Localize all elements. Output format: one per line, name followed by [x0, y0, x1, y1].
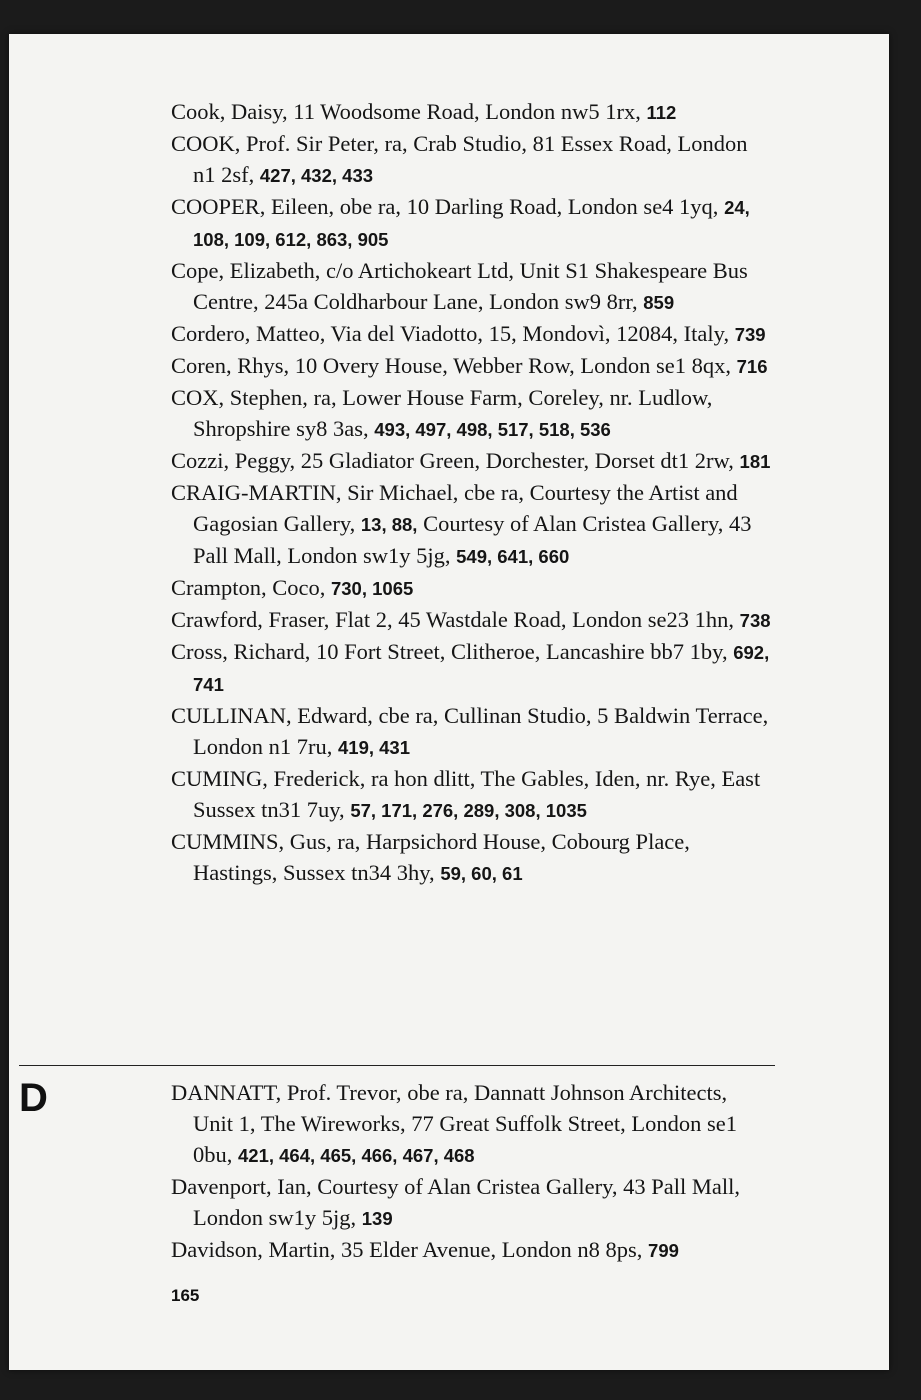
index-entry [171, 1171, 771, 1234]
entry-name: DANNATT, Prof. Trevor, [171, 1080, 402, 1105]
entry-address: obe ra, 10 Darling Road, London se4 1yq, [334, 194, 725, 219]
entry-name: Cope, Elizabeth, [171, 258, 321, 283]
index-entry [171, 604, 771, 636]
index-entry [171, 572, 771, 604]
index-entry [171, 128, 771, 191]
entry-pages: 24, 108, 109, 612, 863, 905 [193, 197, 750, 250]
entry-name: Cordero, Matteo, [171, 321, 326, 346]
entry-pages: 859 [643, 292, 675, 313]
index-entry [171, 96, 771, 128]
entry-address: 10 Fort Street, Clitheroe, Lancashire bb7 1by, [310, 639, 734, 664]
entry-name: Cook, Daisy, [171, 99, 288, 124]
entry-address: Flat 2, 45 Wastdale Road, London se23 1hn, [329, 607, 740, 632]
entry-pages: 59, 60, 61 [440, 863, 523, 884]
index-entry [171, 318, 771, 350]
index-entries-d [171, 1077, 771, 1266]
entry-address: cbe ra, Cullinan Studio, 5 Baldwin Terrace, London n1 7ru, [193, 703, 769, 759]
index-entry [171, 477, 771, 572]
entry-address: ra, Harpsichord House, Cobourg Place, Hastings, Sussex tn34 3hy, [193, 829, 690, 885]
entry-address: ra, Crab Studio, 81 Essex Road, London n1 2sf, [193, 131, 748, 187]
index-entry [171, 1077, 771, 1171]
index-entry [171, 826, 771, 889]
entry-address: Courtesy of Alan Cristea Gallery, 43 Pall Mall, London sw1y 5jg, [193, 1174, 741, 1230]
entry-name: Cross, Richard, [171, 639, 311, 664]
index-entry [171, 350, 771, 382]
index-entry [171, 191, 771, 255]
entry-pages: 421, 464, 465, 466, 467, 468 [238, 1145, 475, 1166]
entry-pages: 493, 497, 498, 517, 518, 536 [374, 419, 611, 440]
entry-pages: 112 [646, 102, 677, 123]
index-entry [171, 445, 771, 477]
index-page [9, 34, 889, 1370]
entry-pages: 181 [739, 451, 771, 472]
index-entry [171, 763, 771, 826]
entry-address: ra hon dlitt, The Gables, Iden, nr. Rye, East Sussex tn31 7uy, [193, 766, 761, 822]
entry-address: ra, Lower House Farm, Coreley, nr. Ludlow, Shropshire sy8 3as, [193, 385, 713, 441]
entry-pages: 799 [648, 1240, 679, 1261]
entry-name: CRAIG-MARTIN, Sir Michael, [171, 480, 459, 505]
entry-pages: 419, 431 [338, 737, 411, 758]
index-entry [171, 255, 771, 318]
entry-pages: 549, 641, 660 [456, 546, 570, 567]
entry-address: Courtesy of Alan Cristea Gallery, 43 Pall Mall, London sw1y 5jg, [193, 511, 752, 568]
entry-pages: 57, 171, 276, 289, 308, 1035 [350, 800, 587, 821]
entry-address: 25 Gladiator Green, Dorchester, Dorset dt1 2rw, [295, 448, 740, 473]
entry-name: CUMING, Frederick, [171, 766, 366, 791]
entry-name: Cozzi, Peggy, [171, 448, 296, 473]
entry-name: CUMMINS, Gus, [171, 829, 332, 854]
index-entry [171, 1234, 771, 1266]
entry-pages: 730, 1065 [330, 578, 414, 599]
section-divider [19, 1065, 775, 1066]
entry-address: c/o Artichokeart Ltd, Unit S1 Shakespeare Bus Centre, 245a Coldharbour Lane, London sw9 8rr, [193, 258, 748, 314]
page-number: 165 [171, 1286, 200, 1305]
entry-name: Davidson, Martin, [171, 1237, 336, 1262]
entry-name: Davenport, Ian, [171, 1174, 312, 1199]
entry-pages: 738 [739, 610, 771, 631]
index-entries-c [171, 96, 771, 889]
entry-pages: 692, 741 [193, 642, 770, 695]
entry-name: COX, Stephen, [171, 385, 308, 410]
entry-name: COOPER, Eileen, [171, 194, 335, 219]
entry-address: Via del Viadotto, 15, Mondovì, 12084, Italy, [325, 321, 735, 346]
entry-name: COOK, Prof. Sir Peter, [171, 131, 379, 156]
entry-address: 11 Woodsome Road, London nw5 1rx, [287, 99, 647, 124]
entry-name: Coren, Rhys, [171, 353, 290, 378]
entry-address: cbe ra, Courtesy the Artist and Gagosian Gallery, [193, 480, 738, 536]
section-letter: D [19, 1076, 48, 1120]
entry-pages: 13, 88, [360, 514, 418, 535]
entry-name: Crawford, Fraser, [171, 607, 330, 632]
index-entry [171, 636, 771, 700]
entry-pages: 139 [361, 1208, 393, 1229]
entry-address: 10 Overy House, Webber Row, London se1 8qx, [289, 353, 737, 378]
entry-address: 35 Elder Avenue, London n8 8ps, [335, 1237, 649, 1262]
entry-pages: 427, 432, 433 [259, 165, 374, 186]
entry-name: CULLINAN, Edward, [171, 703, 373, 728]
index-entry [171, 382, 771, 445]
entry-address: obe ra, Dannatt Johnson Architects, Unit 1, The Wireworks, 77 Great Suffolk Street, London se1 0bu, [193, 1080, 738, 1167]
entry-pages: 716 [736, 356, 768, 377]
entry-name: Crampton, Coco, [171, 575, 326, 600]
entry-pages: 739 [734, 324, 766, 345]
index-entry [171, 700, 771, 763]
